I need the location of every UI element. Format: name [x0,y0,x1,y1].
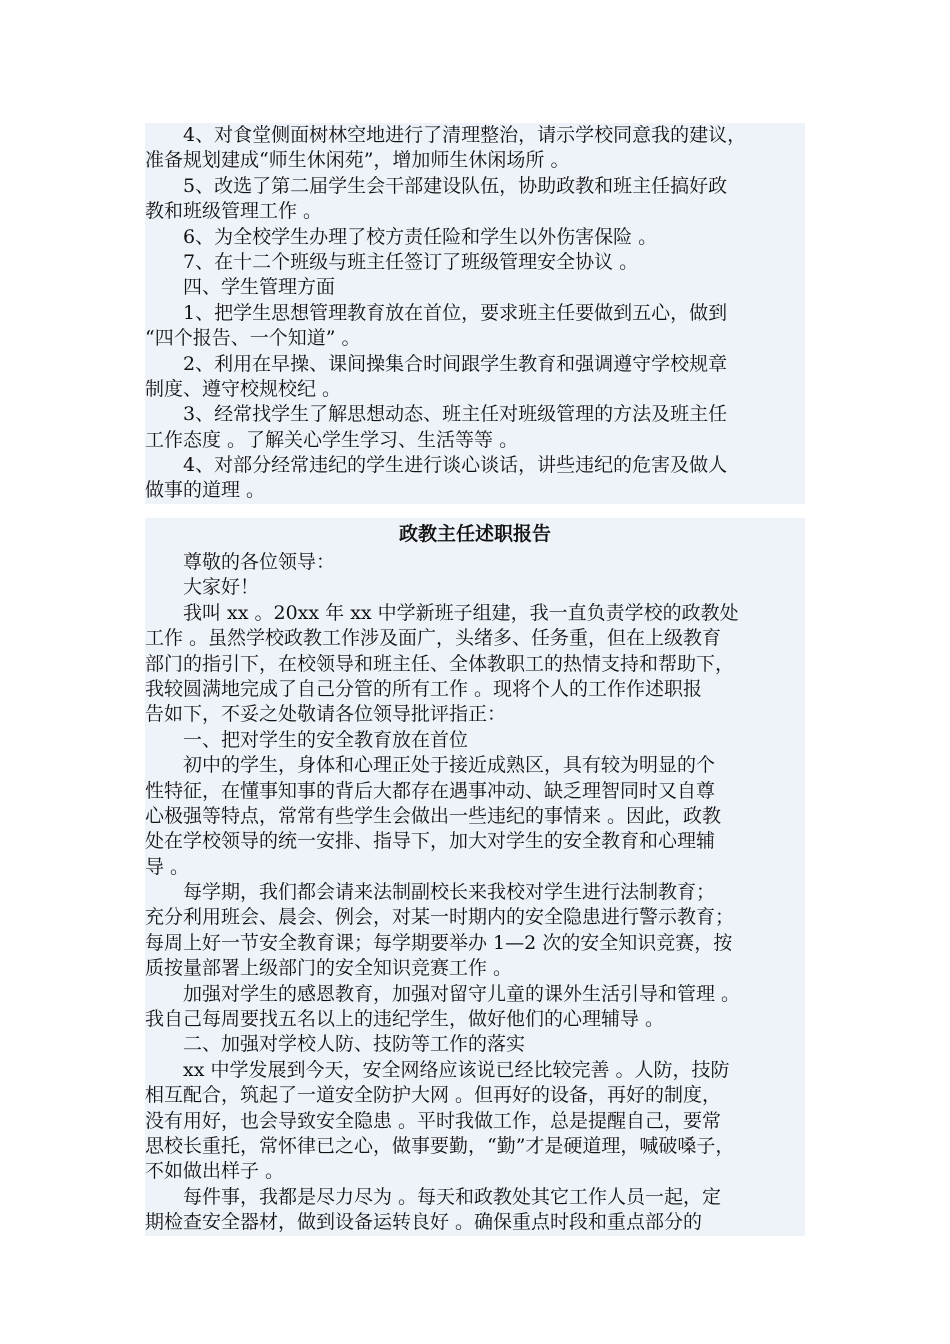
text-line: 每件事，我都是尽力尽为 。每天和政教处其它工作人员一起，定 [183,1185,722,1208]
text-line: 处在学校领导的统一安排、指导下，加大对学生的安全教育和心理辅 [145,830,716,853]
text-line: “四个报告、一个知道” 。 [145,327,361,350]
text-line: 部门的指引下，在校领导和班主任、全体教职工的热情支持和帮助下， [145,652,735,675]
text-line: 制度、遵守校规校纪 。 [145,377,342,400]
text-line: 不如做出样子 。 [145,1160,285,1183]
text-line: 大家好！ [183,576,260,599]
text-line: 告如下，不妥之处敬请各位领导批评指正： [145,703,507,726]
text-line: 教和班级管理工作 。 [145,200,323,223]
text-line: 工作 。虽然学校政教工作涉及面广，头绪多、任务重，但在上级教育 [145,627,722,650]
text-line: 2、利用在早操、课间操集合时间跟学生教育和强调遵守学校规章 [183,352,728,375]
text-line: 初中的学生，身体和心理正处于接近成熟区，具有较为明显的个 [183,754,716,777]
text-line: 我自己每周要找五名以上的违纪学生，做好他们的心理辅导 。 [145,1008,665,1031]
report-title: 政教主任述职报告 [398,523,551,545]
text-line: 4、对食堂侧面树林空地进行了清理整治，请示学校同意我的建议， [183,124,747,146]
text-line: 做事的道理 。 [145,479,266,502]
text-line: 每周上好一节安全教育课；每学期要举办 1—2 次的安全知识竞赛，按 [145,931,733,954]
text-line: 7、在十二个班级与班主任签订了班级管理安全协议 。 [183,250,639,273]
text-line: 我较圆满地完成了自己分管的所有工作 。现将个人的工作作述职报 [145,677,703,700]
text-line: 工作态度 。了解关心学生学习、生活等等 。 [145,428,519,451]
text-line: 充分利用班会、晨会、例会，对某一时期内的安全隐患进行警示教育； [145,906,735,929]
text-line: 质按量部署上级部门的安全知识竞赛工作 。 [145,957,513,980]
text-section-report [145,518,805,1236]
text-line: 1、把学生思想管理教育放在首位，要求班主任要做到五心，做到 [183,301,728,324]
text-line: 二、加强对学校人防、技防等工作的落实 [183,1033,526,1056]
text-line: 一、把对学生的安全教育放在首位 [183,728,469,751]
text-line: 加强对学生的感恩教育，加强对留守儿童的课外生活引导和管理 。 [183,982,741,1005]
text-line: 性特征，在懂事知事的背后大都存在遇事冲动、缺乏理智同时又自尊 [145,779,716,802]
text-line: 没有用好，也会导致安全隐患 。平时我做工作，总是提醒自己，要常 [145,1109,722,1132]
text-line: 我叫 xx 。20xx 年 xx 中学新班子组建，我一直负责学校的政教处 [183,601,739,624]
text-line: 导 。 [145,855,190,878]
report-body [145,550,805,1236]
text-line: 心极强等特点，常常有些学生会做出一些违纪的事情来 。因此，政教 [145,804,722,827]
text-line: 四、学生管理方面 [183,276,336,299]
text-line: xx 中学发展到今天，安全网络应该说已经比较完善 。人防，技防 [183,1058,730,1081]
text-line: 思校长重托，常怀律已之心，做事要勤，“勤”才是硬道理，喊破嗓子， [145,1134,735,1157]
text-line: 5、改选了第二届学生会干部建设队伍，协助政教和班主任搞好政 [183,174,728,197]
text-line: 相互配合，筑起了一道安全防护大网 。但再好的设备，再好的制度， [145,1084,722,1107]
text-line: 6、为全校学生办理了校方责任险和学生以外伤害保险 。 [183,225,658,248]
text-line: 4、对部分经常违纪的学生进行谈心谈话，讲些违纪的危害及做人 [183,454,728,477]
text-line: 尊敬的各位领导： [183,551,336,573]
text-section-top [145,123,805,504]
text-line: 3、经常找学生了解思想动态、班主任对班级管理的方法及班主任 [183,403,728,426]
text-line: 每学期，我们都会请来法制副校长来我校对学生进行法制教育； [183,881,716,904]
text-line: 期检查安全器材，做到设备运转良好 。确保重点时段和重点部分的 [145,1211,703,1234]
text-line: 准备规划建成“师生休闲苑”，增加师生休闲场所 。 [145,149,570,172]
